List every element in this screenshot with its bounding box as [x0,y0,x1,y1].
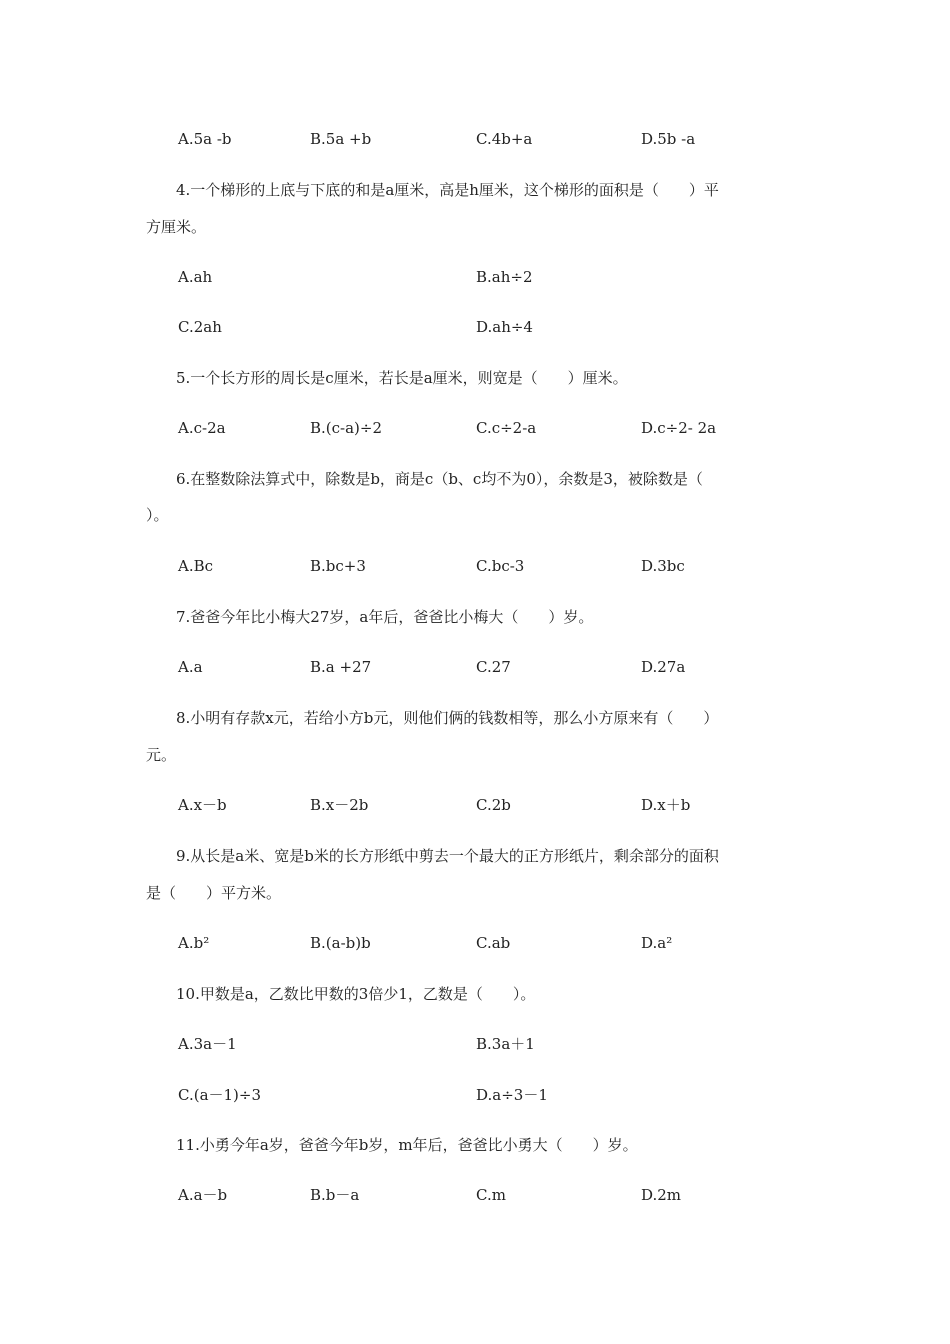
q11-option-b: B.b－a [310,1186,360,1204]
q4-option-c: C.2ah [178,318,222,336]
q8-option-c: C.2b [476,796,511,814]
q9-option-d: D.a² [641,934,673,952]
q9-text-line-2: 是（ ）平方米。 [146,884,282,902]
q6-option-b: B.bc+3 [310,557,366,575]
q11-option-a: A.a－b [178,1186,228,1204]
q8-option-a: A.x－b [178,796,227,814]
q5-option-c: C.c÷2-a [476,419,537,437]
q8-text-line-1: 8.小明有存款x元，若给小方b元，则他们俩的钱数相等，那么小方原来有（ ） [176,709,719,727]
q7-option-a: A.a [178,658,203,676]
q7-text-line-1: 7.爸爸今年比小梅大27岁，a年后，爸爸比小梅大（ ）岁。 [176,608,594,626]
q11-option-c: C.m [476,1186,506,1204]
q3-option-c: C.4b+a [476,130,533,148]
q8-option-b: B.x－2b [310,796,369,814]
q7-option-b: B.a +27 [310,658,372,676]
q5-text-line-1: 5.一个长方形的周长是c厘米，若长是a厘米，则宽是（ ）厘米。 [176,369,628,387]
q5-option-b: B.(c-a)÷2 [310,419,383,437]
q6-option-d: D.3bc [641,557,685,575]
q8-text-line-2: 元。 [146,746,177,764]
q7-option-c: C.27 [476,658,511,676]
q9-option-c: C.ab [476,934,511,952]
q3-option-d: D.5b -a [641,130,696,148]
q6-option-a: A.Bc [178,557,214,575]
q6-text-line-1: 6.在整数除法算式中，除数是b，商是c（b、c均不为0），余数是3，被除数是（ [176,470,703,488]
q8-option-d: D.x＋b [641,796,691,814]
q7-option-d: D.27a [641,658,686,676]
q4-option-d: D.ah÷4 [476,318,533,336]
q4-option-b: B.ah÷2 [476,268,533,286]
q11-text-line-1: 11.小勇今年a岁，爸爸今年b岁，m年后，爸爸比小勇大（ ）岁。 [176,1136,638,1154]
q10-option-a: A.3a－1 [178,1035,237,1053]
q6-option-c: C.bc-3 [476,557,525,575]
q4-text-line-2: 方厘米。 [146,218,207,236]
q10-text-line-1: 10.甲数是a，乙数比甲数的3倍少1，乙数是（ ）。 [176,985,536,1003]
q3-option-a: A.5a -b [178,130,232,148]
q10-option-c: C.(a－1)÷3 [178,1086,262,1104]
q10-option-d: D.a÷3－1 [476,1086,548,1104]
q3-option-b: B.5a +b [310,130,372,148]
q10-option-b: B.3a＋1 [476,1035,535,1053]
q4-text-line-1: 4.一个梯形的上底与下底的和是a厘米，高是h厘米，这个梯形的面积是（ ）平 [176,181,719,199]
q4-option-a: A.ah [178,268,213,286]
q5-option-a: A.c-2a [178,419,226,437]
q9-option-b: B.(a-b)b [310,934,371,952]
q5-option-d: D.c÷2- 2a [641,419,717,437]
q11-option-d: D.2m [641,1186,682,1204]
q9-text-line-1: 9.从长是a米、宽是b米的长方形纸中剪去一个最大的正方形纸片，剩余部分的面积 [176,847,719,865]
q6-text-line-2: ）。 [146,506,169,524]
q9-option-a: A.b² [178,934,210,952]
